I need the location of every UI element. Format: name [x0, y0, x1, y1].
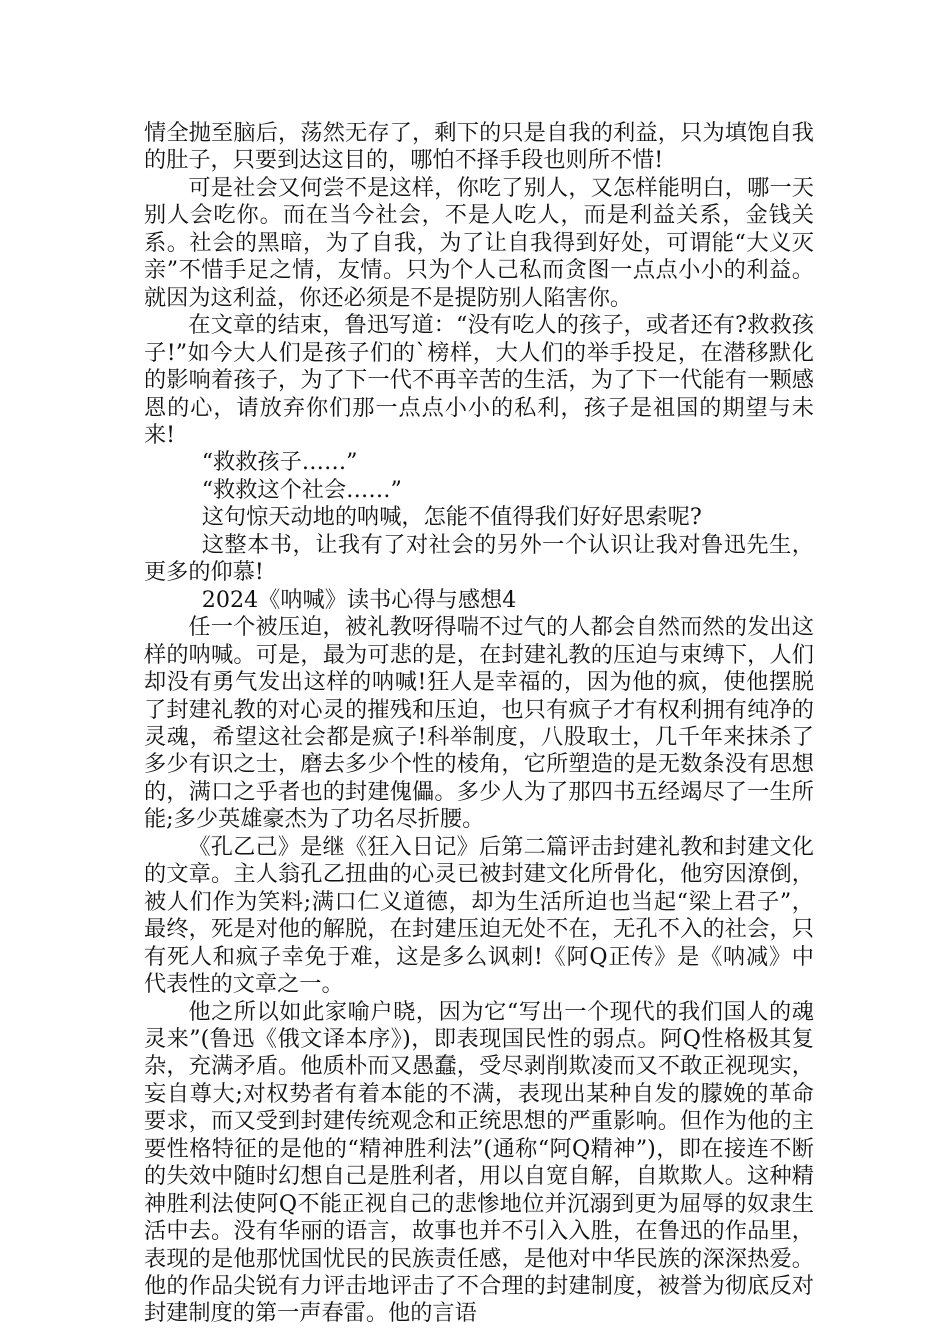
paragraph-admiration: 这整本书，让我有了对社会的另外一个认识让我对鲁迅先生，更多的仰慕!: [144, 531, 814, 586]
paragraph-society: 可是社会又何尝不是这样，你吃了别人，又怎样能明白，哪一天别人会吃你。而在当今社会，不是人吃人，而是利益关系，金钱关系。社会的黑暗，为了自我，为了让自我得到好处，可谓能“大义灭亲”不惜手足之情，友情。只为个人己私而贪图一点点小小的利益。就因为这利益，你还必须是不是提防别人陷害你。: [144, 174, 814, 311]
paragraph-oppression: 任一个被压迫，被礼教呀得喘不过气的人都会自然而然的发出这样的呐喊。可是，最为可悲的是，在封建礼教的压迫与束缚下，人们却没有勇气发出这样的呐喊!狂人是幸福的，因为他的疯，使他摆脱了封建礼教的对心灵的摧残和压迫，也只有疯子才有权利拥有纯净的灵魂，希望这社会都是疯子!科举制度，八股取士，几千年来抹杀了多少有识之士，磨去多少个性的棱角，它所塑造的是无数条没有思想的，满口之乎者也的封建傀儡。多少人为了那四书五经竭尽了一生所能;多少英雄豪杰为了功名尽折腰。: [144, 614, 814, 833]
paragraph-continuation: 情全抛至脑后，荡然无存了，剩下的只是自我的利益，只为填饱自我的肚子，只要到达这目的，哪怕不择手段也则所不惜!: [144, 120, 814, 174]
quote-save-society: “救救这个社会……”: [201, 476, 402, 503]
section-heading: 2024《呐喊》读书心得与感想4: [201, 586, 517, 613]
paragraph-kong-yiji: 《孔乙己》是继《狂入日记》后第二篇评击封建礼教和封建文化的文章。主人翁孔乙扭曲的心灵已被封建文化所骨化，他穷因潦倒，被人们作为笑料;满口仁义道德，却为生活所迫也当起“梁上君子”，最终，死是对他的解脱，在封建压迫无处不在，无孔不入的社会，只有死人和疯子幸免于难，这是多么讽刺!《阿Q正传》是《呐减》中代表性的文章之一。: [144, 833, 814, 998]
paragraph-ending: 在文章的结束，鲁迅写道：“没有吃人的孩子，或者还有?救救孩子!”如今大人们是孩子们的`榜样，大人们的举手投足，在潜移默化的影响着孩子，为了下一代不再辛苦的生活，为了下一代能有一颗感恩的心，请放弃你们那一点点小小的私利，孩子是祖国的期望与未来!: [144, 312, 814, 448]
document-page: [144, 120, 814, 1328]
paragraph-reflection: 这句惊天动地的呐喊，怎能不值得我们好好思索呢?: [201, 504, 702, 531]
paragraph-ah-q: 他之所以如此家喻户晓，因为它“写出一个现代的我们国人的魂灵来”(鲁迅《俄文译本序》)，即表现国民性的弱点。阿Q性格极其复杂，充满矛盾。他质朴而又愚蠢，受尽剥削欺凌而又不敢正视现实，妄自尊大;对权势者有着本能的不满，表现出某种自发的朦娩的革命要求，而又受到封建传统观念和正统思想的严重影响。但作为他的主要性格特征的是他的“精神胜利法”(通称“阿Q精神”)，即在接连不断的失效中随时幻想自己是胜利者，用以自宽自解，自欺欺人。这种精神胜利法使阿Q不能正视自己的悲惨地位并沉溺到更为屈辱的奴隶生活中去。没有华丽的语言，故事也并不引入入胜，在鲁迅的作品里，表现的是他那忧国忧民的民族责任感，是他对中华民族的深深热爱。他的作品尖锐有力评击地评击了不合理的封建制度，被誉为彻底反对封建制度的第一声春雷。他的言语: [144, 998, 814, 1327]
quote-save-children: “救救孩子……”: [201, 449, 358, 476]
